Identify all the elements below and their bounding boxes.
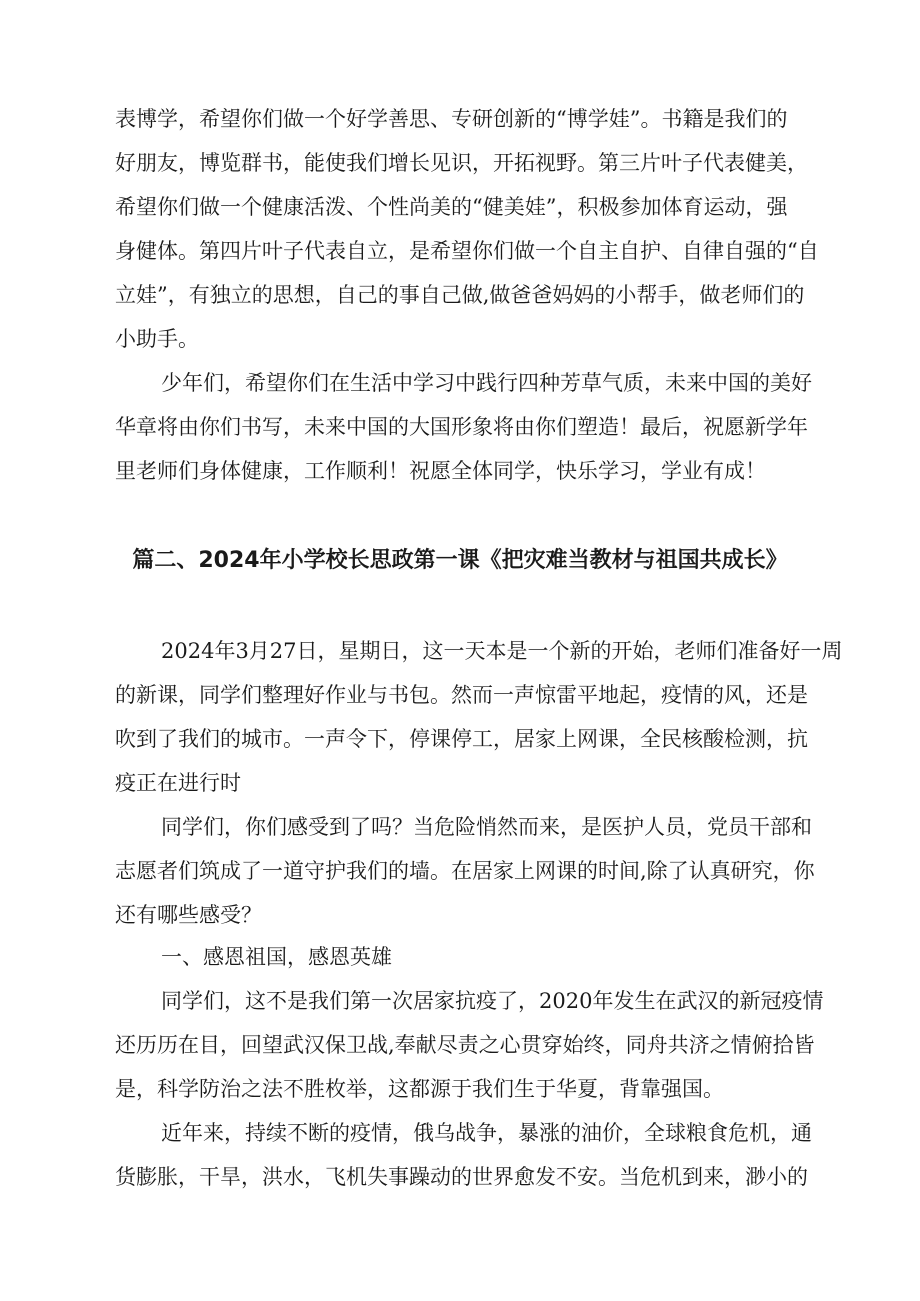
paragraph-line: 志愿者们筑成了一道守护我们的墙。在居家上网课的时间,除了认真研究，你: [115, 859, 815, 883]
paragraph-line: 近年来，持续不断的疫情，俄乌战争，暴涨的油价，全球粮食危机，通: [161, 1121, 812, 1145]
paragraph-line: 好朋友，博览群书，能使我们增长见识，开拓视野。第三片叶子代表健美，: [115, 151, 808, 175]
paragraph-line: 少年们，希望你们在生活中学习中践行四种芳草气质，未来中国的美好: [161, 371, 812, 395]
paragraph-line: 华章将由你们书写，未来中国的大国形象将由你们塑造！最后，祝愿新学年: [115, 415, 808, 439]
paragraph-line: 同学们，你们感受到了吗？当危险悄然而来，是医护人员，党员干部和: [161, 815, 812, 839]
paragraph-line: 里老师们身体健康，工作顺利！祝愿全体同学，快乐学习，学业有成！: [115, 459, 766, 483]
paragraph-line: 还有哪些感受？: [115, 903, 262, 927]
paragraph-line: 的新课，同学们整理好作业与书包。然而一声惊雷平地起，疫情的风，还是: [115, 683, 808, 707]
paragraph-line: 是，科学防治之法不胜枚举，这都源于我们生于华夏，背靠强国。: [115, 1077, 724, 1101]
paragraph-line: 立娃”，有独立的思想，自己的事自己做,做爸爸妈妈的小帮手，做老师们的: [115, 283, 805, 307]
paragraph-line: 疫正在进行时: [115, 771, 241, 795]
paragraph-line: 还历历在目，回望武汉保卫战,奉献尽责之心贯穿始终，同舟共济之情俯拾皆: [115, 1033, 815, 1057]
paragraph-line: 吹到了我们的城市。一声令下，停课停工，居家上网课，全民核酸检测，抗: [115, 727, 808, 751]
paragraph-line: 小助手。: [115, 327, 199, 351]
paragraph-line: 身健体。第四片叶子代表自立，是希望你们做一个自主自护、自律自强的“自: [115, 239, 819, 263]
paragraph-line: 同学们，这不是我们第一次居家抗疫了，2020年发生在武汉的新冠疫情: [161, 989, 824, 1013]
paragraph-line: 货膨胀，干旱，洪水，飞机失事躁动的世界愈发不安。当危机到来，渺小的: [115, 1165, 808, 1189]
section-title: 篇二、2024年小学校长思政第一课《把灾难当教材与祖国共成长》: [132, 548, 788, 573]
paragraph-line: 希望你们做一个健康活泼、个性尚美的“健美娃”，积极参加体育运动，强: [115, 195, 788, 219]
subheading: 一、感恩祖国，感恩英雄: [161, 945, 392, 969]
paragraph-line: 2024年3月27日，星期日，这一天本是一个新的开始，老师们准备好一周: [161, 639, 843, 663]
paragraph-line: 表博学，希望你们做一个好学善思、专研创新的“博学娃”。书籍是我们的: [115, 107, 788, 131]
